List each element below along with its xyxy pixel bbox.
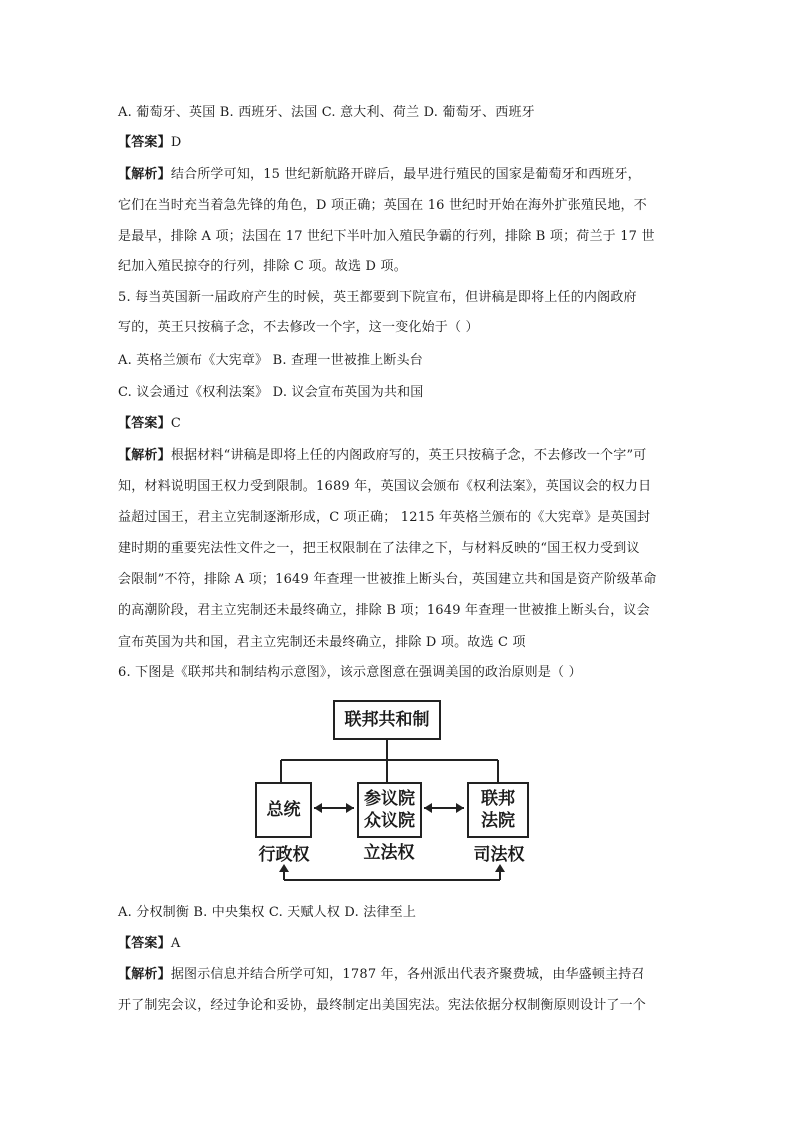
q6-analysis-line: 【解析】据图示信息并结合所学可知，1787 年，各州派出代表齐聚费城，由华盛顿主持召 xyxy=(118,967,645,982)
q6-answer xyxy=(118,934,180,954)
diagram-congress-box: 参议院 众议院 xyxy=(357,782,422,838)
q5-options-line: C. 议会通过《权利法案》 D. 议会宣布英国为共和国 xyxy=(118,385,424,400)
label-executive: 行政权 xyxy=(258,845,310,865)
q5-analysis-line: 会限制”不符，排除 A 项；1649 年查理一世被推上断头台，英国建立共和国是资产阶级革命 xyxy=(118,572,657,587)
q5-analysis-line: 【解析】根据材料“讲稿是即将上任的内阁政府写的，英王只按稿子念，不去修改一个字”可 xyxy=(118,448,647,463)
q5-analysis-line: 的高潮阶段，君主立宪制还未最终确立，排除 B 项；1649 年查理一世被推上断头台，议会 xyxy=(118,603,650,618)
analysis-tag: 【解析】 xyxy=(118,967,171,982)
arrowhead-icon xyxy=(424,803,432,813)
q6-analysis-line: 开了制宪会议，经过争论和妥协，最终制定出美国宪法。宪法依据分权制衡原则设计了一个 xyxy=(118,998,647,1013)
diagram-court-box: 联邦 法院 xyxy=(467,782,529,838)
arrowhead-icon xyxy=(495,864,505,872)
q4-analysis-line: 【解析】结合所学可知，15 世纪新航路开辟后，最早进行殖民的国家是葡萄牙和西班牙， xyxy=(118,167,641,182)
q5-options-line: A. 英格兰颁布《大宪章》 B. 查理一世被推上断头台 xyxy=(118,353,424,368)
label-legislative: 立法权 xyxy=(363,843,415,863)
q4-analysis-line: 纪加入殖民掠夺的行列，排除 C 项。故选 D 项。 xyxy=(118,259,407,274)
answer-tag: 【答案】 xyxy=(118,936,171,951)
answer-value: C xyxy=(170,416,181,431)
answer-tag: 【答案】 xyxy=(118,416,171,431)
arrowhead-icon xyxy=(456,803,464,813)
q6-stem: 6. 下图是《联邦共和制结构示意图》，该示意图意在强调美国的政治原则是（ ） xyxy=(118,665,582,680)
answer-tag: 【答案】 xyxy=(118,135,171,150)
q5-analysis-line: 知，材料说明国王权力受到限制。1689 年，英国议会颁布《权利法案》，英国议会的权力日 xyxy=(118,479,652,494)
q5-analysis-line: 建时期的重要宪法性文件之一，把王权限制在了法律之下，与材料反映的“国王权力受到议 xyxy=(118,541,640,556)
arrowhead-icon xyxy=(279,864,289,872)
q6-options: A. 分权制衡 B. 中央集权 C. 天赋人权 D. 法律至上 xyxy=(118,905,417,920)
q4-analysis-line: 是最早，排除 A 项；法国在 17 世纪下半叶加入殖民争霸的行列，排除 B 项；荷兰于 17 世 xyxy=(118,229,655,244)
q4-options: A. 葡萄牙、英国 B. 西班牙、法国 C. 意大利、荷兰 D. 葡萄牙、西班牙 xyxy=(118,105,535,120)
answer-value: A xyxy=(170,936,181,951)
q5-analysis-line: 益超过国王，君主立宪制逐渐形成，C 项正确； 1215 年英格兰颁布的《大宪章》是英国封 xyxy=(118,510,651,525)
q5-analysis-line: 宣布英国为共和国，君主立宪制还未最终确立，排除 D 项。故选 C 项 xyxy=(118,635,526,650)
answer-value: D xyxy=(170,135,182,150)
q4-analysis-line: 它们在当时充当着急先锋的角色，D 项正确；英国在 16 世纪时开始在海外扩张殖民地，不 xyxy=(118,198,647,213)
analysis-tag: 【解析】 xyxy=(118,448,171,463)
q5-stem-line: 写的，英王只按稿子念，不去修改一个字，这一变化始于（ ） xyxy=(118,320,479,335)
arrowhead-icon xyxy=(314,803,322,813)
diagram-president-box: 总统 xyxy=(255,782,312,838)
q5-stem-line: 5. 每当英国新一届政府产生的时候，英王都要到下院宣布，但讲稿是即将上任的内阁政府 xyxy=(118,290,637,305)
diagram-top-box: 联邦共和制 xyxy=(333,700,441,740)
analysis-tag: 【解析】 xyxy=(118,167,171,182)
label-judicial: 司法权 xyxy=(473,845,525,865)
arrowhead-icon xyxy=(346,803,354,813)
